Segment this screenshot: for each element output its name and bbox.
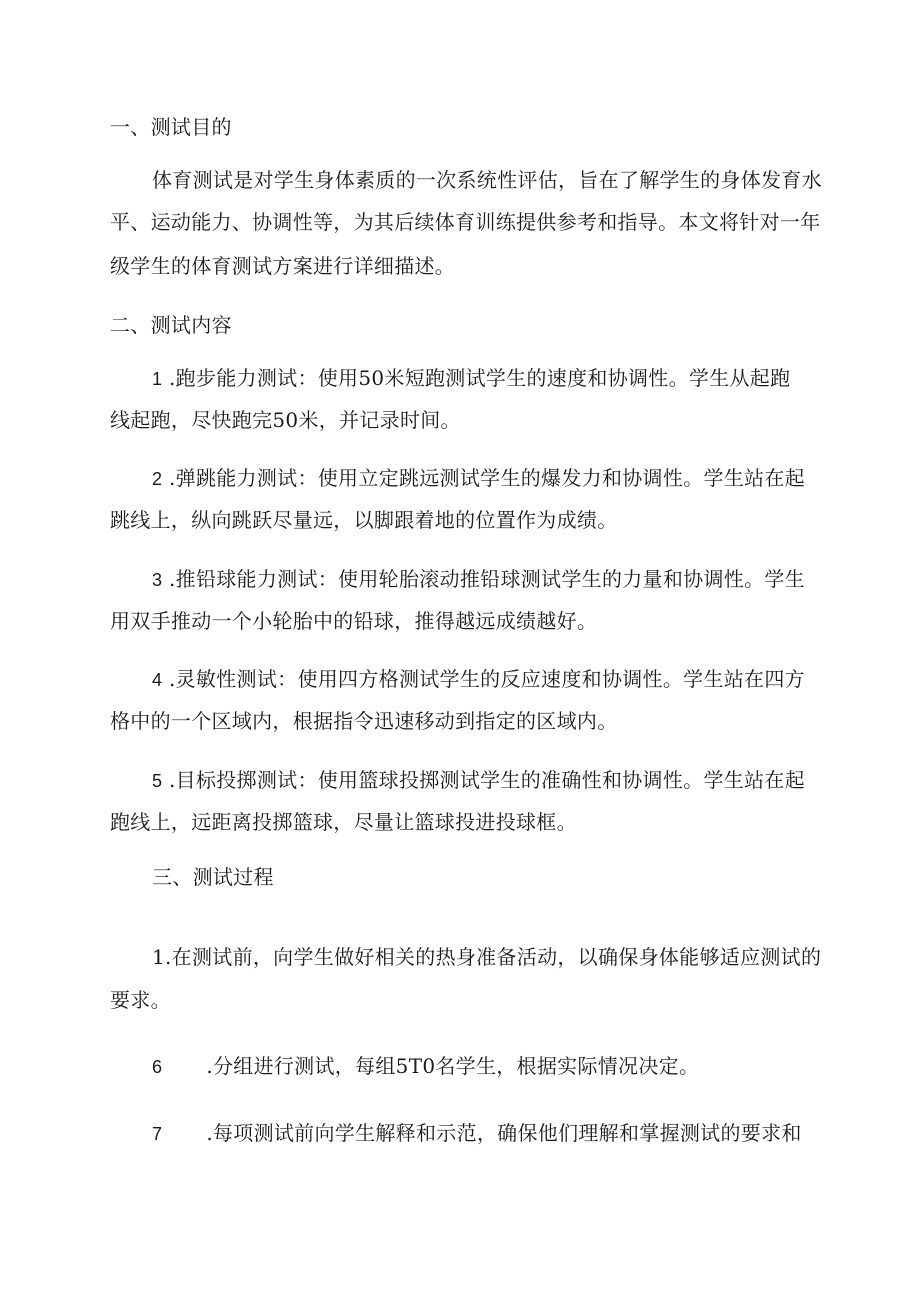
- process-item-1-line-1: 1.在测试前，向学生做好相关的热身准备活动，以确保身体能够适应测试的: [152, 945, 822, 969]
- process-item-7: 7 .每项测试前向学生解释和示范，确保他们理解和掌握测试的要求和: [152, 1121, 802, 1145]
- item-1-line-2: 线起跑，尽快跑完50米，并记录时间。: [110, 408, 461, 432]
- process-item-1-line-2: 要求。: [110, 988, 171, 1012]
- item-1-number: 1: [152, 369, 163, 389]
- item-4-number: 4: [152, 670, 163, 690]
- item-4-line-1: 4 .灵敏性测试：使用四方格测试学生的反应速度和协调性。学生站在四方: [152, 667, 805, 691]
- section-2-heading: 二、测试内容: [110, 313, 232, 337]
- item-5-line-2: 跑线上，远距离投掷篮球，尽量让篮球投进投球框。: [110, 810, 577, 834]
- item-5-number: 5: [152, 771, 163, 791]
- item-3-line-2: 用双手推动一个小轮胎中的铅球，推得越远成绩越好。: [110, 609, 598, 633]
- process-item-7-number: 7: [152, 1124, 163, 1144]
- section-1-para-line-2: 平、运动能力、协调性等，为其后续体育训练提供参考和指导。本文将针对一年: [110, 210, 821, 234]
- section-3-heading: 三、测试过程: [152, 865, 274, 889]
- item-1-line-1: 1 .跑步能力测试：使用50米短跑测试学生的速度和协调性。学生从起跑: [152, 366, 791, 390]
- process-item-6: 6 .分组进行测试，每组5T0名学生，根据实际情况决定。: [152, 1054, 700, 1078]
- item-3-line-1: 3 .推铅球能力测试：使用轮胎滚动推铅球测试学生的力量和协调性。学生: [152, 567, 805, 591]
- section-1-para-line-1: 体育测试是对学生身体素质的一次系统性评估，旨在了解学生的身体发育水: [152, 168, 822, 192]
- item-2-line-2: 跳线上，纵向跳跃尽量远，以脚跟着地的位置作为成绩。: [110, 508, 618, 532]
- item-2-line-1: 2 .弹跳能力测试：使用立定跳远测试学生的爆发力和协调性。学生站在起: [152, 466, 805, 490]
- process-item-6-number: 6: [152, 1057, 163, 1077]
- item-3-number: 3: [152, 570, 163, 590]
- item-4-line-2: 格中的一个区域内，根据指令迅速移动到指定的区域内。: [110, 709, 618, 733]
- item-2-number: 2: [152, 469, 163, 489]
- section-1-heading: 一、测试目的: [110, 115, 232, 139]
- section-1-para-line-3: 级学生的体育测试方案进行详细描述。: [110, 254, 456, 278]
- item-5-line-1: 5 .目标投掷测试：使用篮球投掷测试学生的准确性和协调性。学生站在起: [152, 768, 805, 792]
